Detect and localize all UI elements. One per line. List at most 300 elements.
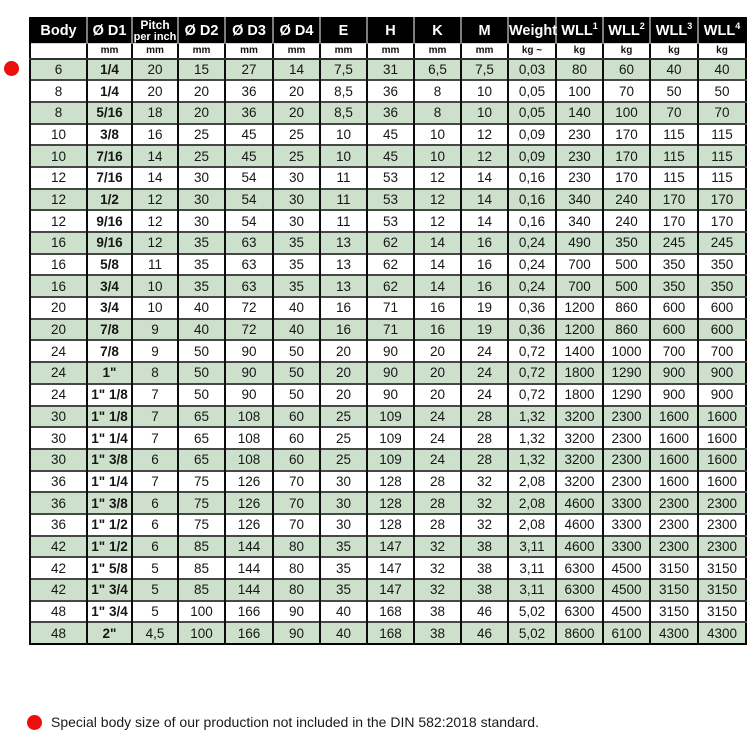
footnote-red-dot-icon — [27, 715, 42, 730]
data-cell: 3200 — [556, 471, 603, 493]
data-cell: 3150 — [650, 579, 698, 601]
data-cell: 1" 3/8 — [87, 492, 132, 514]
data-cell: 108 — [225, 427, 273, 449]
data-cell: 50 — [273, 340, 320, 362]
data-cell: 10 — [132, 297, 178, 319]
data-cell: 42 — [30, 557, 87, 579]
data-cell: 500 — [603, 254, 650, 276]
data-cell: 14 — [414, 275, 461, 297]
data-cell: 2300 — [698, 514, 746, 536]
data-cell: 1/2 — [87, 189, 132, 211]
data-cell: 1600 — [698, 427, 746, 449]
data-cell: 25 — [273, 145, 320, 167]
data-cell: 36 — [225, 80, 273, 102]
data-cell: 245 — [650, 232, 698, 254]
unit-cell-12: kg — [603, 44, 650, 59]
data-cell: 2,08 — [508, 514, 556, 536]
data-cell: 13 — [320, 275, 367, 297]
data-cell: 500 — [603, 275, 650, 297]
data-cell: 40 — [320, 601, 367, 623]
data-cell: 63 — [225, 275, 273, 297]
data-cell: 109 — [367, 406, 414, 428]
table-row-1 — [30, 80, 746, 102]
data-cell: 10 — [320, 145, 367, 167]
data-cell: 25 — [320, 427, 367, 449]
data-cell: 0,36 — [508, 297, 556, 319]
data-cell: 1600 — [698, 406, 746, 428]
data-cell: 6300 — [556, 579, 603, 601]
data-cell: 115 — [650, 167, 698, 189]
data-cell: 10 — [30, 124, 87, 146]
data-cell: 6,5 — [414, 59, 461, 81]
data-cell: 25 — [320, 449, 367, 471]
data-cell: 16 — [461, 254, 508, 276]
data-cell: 170 — [603, 124, 650, 146]
data-cell: 9/16 — [87, 232, 132, 254]
data-cell: 350 — [650, 275, 698, 297]
data-cell: 25 — [178, 124, 225, 146]
data-cell: 32 — [414, 579, 461, 601]
data-cell: 14 — [273, 59, 320, 81]
data-cell: 700 — [650, 340, 698, 362]
data-cell: 700 — [698, 340, 746, 362]
data-cell: 14 — [461, 189, 508, 211]
unit-cell-1: mm — [87, 44, 132, 59]
data-cell: 70 — [698, 102, 746, 124]
data-cell: 2300 — [650, 514, 698, 536]
data-cell: 5/16 — [87, 102, 132, 124]
header-row — [30, 18, 746, 44]
data-cell: 45 — [367, 145, 414, 167]
data-cell: 1600 — [650, 449, 698, 471]
column-header-1: Ø D1 — [87, 18, 132, 44]
data-cell: 32 — [461, 471, 508, 493]
data-cell: 35 — [273, 254, 320, 276]
table-row-10 — [30, 275, 746, 297]
data-cell: 8,5 — [320, 80, 367, 102]
data-cell: 20 — [320, 340, 367, 362]
data-cell: 350 — [650, 254, 698, 276]
table-row-3 — [30, 124, 746, 146]
data-cell: 7/8 — [87, 340, 132, 362]
data-cell: 8 — [30, 102, 87, 124]
data-cell: 72 — [225, 319, 273, 341]
column-header-3: Ø D2 — [178, 18, 225, 44]
data-cell: 1" 5/8 — [87, 557, 132, 579]
data-cell: 24 — [414, 406, 461, 428]
table-row-19 — [30, 471, 746, 493]
data-cell: 1" 1/2 — [87, 536, 132, 558]
data-cell: 12 — [132, 232, 178, 254]
unit-cell-2: mm — [132, 44, 178, 59]
data-cell: 16 — [461, 232, 508, 254]
data-cell: 8600 — [556, 622, 603, 644]
data-cell: 27 — [225, 59, 273, 81]
data-cell: 2300 — [698, 536, 746, 558]
data-cell: 90 — [225, 340, 273, 362]
data-cell: 12 — [414, 189, 461, 211]
table-row-17 — [30, 427, 746, 449]
data-cell: 900 — [698, 362, 746, 384]
data-cell: 13 — [320, 254, 367, 276]
data-cell: 12 — [132, 210, 178, 232]
data-cell: 80 — [556, 59, 603, 81]
data-cell: 1600 — [650, 406, 698, 428]
data-cell: 126 — [225, 471, 273, 493]
data-cell: 1/4 — [87, 80, 132, 102]
data-cell: 11 — [320, 210, 367, 232]
data-cell: 36 — [30, 514, 87, 536]
data-cell: 14 — [461, 167, 508, 189]
data-cell: 16 — [320, 297, 367, 319]
data-cell: 16 — [30, 275, 87, 297]
data-cell: 4600 — [556, 536, 603, 558]
data-cell: 28 — [461, 449, 508, 471]
data-cell: 30 — [273, 189, 320, 211]
data-cell: 90 — [225, 362, 273, 384]
data-cell: 3200 — [556, 449, 603, 471]
table-row-18 — [30, 449, 746, 471]
data-cell: 35 — [320, 536, 367, 558]
data-cell: 2" — [87, 622, 132, 644]
data-cell: 45 — [367, 124, 414, 146]
data-cell: 115 — [698, 167, 746, 189]
column-header-8: K — [414, 18, 461, 44]
column-header-11: WLL$^1$ — [556, 18, 603, 44]
table-row-20 — [30, 492, 746, 514]
data-cell: 4500 — [603, 601, 650, 623]
table-header — [30, 18, 746, 59]
data-cell: 147 — [367, 579, 414, 601]
data-cell: 75 — [178, 492, 225, 514]
data-cell: 65 — [178, 406, 225, 428]
data-cell: 350 — [698, 275, 746, 297]
data-cell: 1" — [87, 362, 132, 384]
data-cell: 0,24 — [508, 232, 556, 254]
unit-cell-13: kg — [650, 44, 698, 59]
data-cell: 3/4 — [87, 275, 132, 297]
data-cell: 350 — [698, 254, 746, 276]
data-cell: 0,72 — [508, 384, 556, 406]
data-cell: 12 — [461, 145, 508, 167]
data-cell: 36 — [225, 102, 273, 124]
data-cell: 50 — [273, 362, 320, 384]
data-cell: 70 — [650, 102, 698, 124]
data-cell: 60 — [273, 427, 320, 449]
data-cell: 0,24 — [508, 275, 556, 297]
data-cell: 0,36 — [508, 319, 556, 341]
data-cell: 1000 — [603, 340, 650, 362]
data-cell: 147 — [367, 557, 414, 579]
data-cell: 4600 — [556, 514, 603, 536]
data-cell: 1" 1/4 — [87, 427, 132, 449]
data-cell: 600 — [698, 319, 746, 341]
table-row-0 — [30, 59, 746, 81]
data-cell: 63 — [225, 232, 273, 254]
data-cell: 85 — [178, 579, 225, 601]
data-cell: 62 — [367, 275, 414, 297]
data-cell: 13 — [320, 232, 367, 254]
data-cell: 115 — [698, 145, 746, 167]
data-cell: 8 — [414, 102, 461, 124]
data-cell: 0,72 — [508, 362, 556, 384]
data-cell: 700 — [556, 275, 603, 297]
data-cell: 72 — [225, 297, 273, 319]
data-cell: 32 — [414, 536, 461, 558]
data-cell: 340 — [556, 189, 603, 211]
data-cell: 230 — [556, 145, 603, 167]
data-cell: 90 — [225, 384, 273, 406]
data-cell: 36 — [30, 492, 87, 514]
data-cell: 35 — [320, 579, 367, 601]
data-cell: 600 — [698, 297, 746, 319]
data-cell: 38 — [461, 536, 508, 558]
data-cell: 147 — [367, 536, 414, 558]
data-cell: 7/16 — [87, 145, 132, 167]
data-cell: 3200 — [556, 406, 603, 428]
column-header-13: WLL$^3$ — [650, 18, 698, 44]
data-cell: 16 — [461, 275, 508, 297]
data-cell: 75 — [178, 514, 225, 536]
data-cell: 24 — [461, 384, 508, 406]
data-cell: 54 — [225, 189, 273, 211]
table-row-5 — [30, 167, 746, 189]
data-cell: 0,24 — [508, 254, 556, 276]
data-cell: 20 — [320, 362, 367, 384]
data-cell: 53 — [367, 210, 414, 232]
data-cell: 20 — [414, 384, 461, 406]
data-cell: 1290 — [603, 362, 650, 384]
data-cell: 5 — [132, 601, 178, 623]
table-row-16 — [30, 406, 746, 428]
data-cell: 700 — [556, 254, 603, 276]
data-cell: 2,08 — [508, 492, 556, 514]
data-cell: 16 — [414, 297, 461, 319]
data-cell: 40 — [273, 297, 320, 319]
data-cell: 5 — [132, 579, 178, 601]
data-cell: 14 — [414, 232, 461, 254]
data-cell: 62 — [367, 232, 414, 254]
data-cell: 6 — [132, 492, 178, 514]
data-cell: 10 — [414, 145, 461, 167]
data-cell: 60 — [273, 449, 320, 471]
unit-cell-14: kg — [698, 44, 746, 59]
data-cell: 30 — [30, 449, 87, 471]
data-cell: 600 — [650, 319, 698, 341]
data-cell: 900 — [650, 362, 698, 384]
column-header-2: Pitch per inch — [133, 18, 177, 43]
unit-cell-5: mm — [273, 44, 320, 59]
data-cell: 4500 — [603, 557, 650, 579]
data-cell: 60 — [273, 406, 320, 428]
data-cell: 19 — [461, 319, 508, 341]
unit-cell-7: mm — [367, 44, 414, 59]
data-cell: 40 — [650, 59, 698, 81]
data-cell: 30 — [178, 210, 225, 232]
data-cell: 144 — [225, 579, 273, 601]
data-cell: 144 — [225, 536, 273, 558]
column-header-12: WLL$^2$ — [603, 18, 650, 44]
table-row-4 — [30, 145, 746, 167]
data-cell: 1" 1/4 — [87, 471, 132, 493]
data-cell: 90 — [367, 340, 414, 362]
data-cell: 4300 — [650, 622, 698, 644]
units-row — [30, 44, 746, 59]
column-header-14: WLL$^4$ — [698, 18, 746, 44]
data-cell: 2300 — [698, 492, 746, 514]
data-cell: 14 — [132, 167, 178, 189]
table-row-7 — [30, 210, 746, 232]
data-cell: 170 — [698, 210, 746, 232]
data-cell: 12 — [132, 189, 178, 211]
data-cell: 65 — [178, 449, 225, 471]
data-cell: 38 — [414, 622, 461, 644]
data-cell: 109 — [367, 427, 414, 449]
data-cell: 4300 — [698, 622, 746, 644]
data-cell: 50 — [178, 384, 225, 406]
data-cell: 1/4 — [87, 59, 132, 81]
data-cell: 2,08 — [508, 471, 556, 493]
data-cell: 20 — [132, 59, 178, 81]
data-cell: 115 — [650, 145, 698, 167]
table-row-2 — [30, 102, 746, 124]
data-cell: 25 — [178, 145, 225, 167]
data-cell: 1600 — [650, 427, 698, 449]
data-cell: 80 — [273, 579, 320, 601]
unit-cell-11: kg — [556, 44, 603, 59]
table-row-8 — [30, 232, 746, 254]
data-cell: 900 — [650, 384, 698, 406]
data-cell: 240 — [603, 210, 650, 232]
data-cell: 8 — [132, 362, 178, 384]
data-cell: 2300 — [603, 406, 650, 428]
data-cell: 20 — [414, 340, 461, 362]
data-cell: 168 — [367, 622, 414, 644]
data-cell: 12 — [461, 124, 508, 146]
unit-cell-9: mm — [461, 44, 508, 59]
column-header-7: H — [367, 18, 414, 44]
data-cell: 25 — [320, 406, 367, 428]
column-header-10: Weight — [508, 18, 556, 44]
data-cell: 9/16 — [87, 210, 132, 232]
data-cell: 3150 — [698, 557, 746, 579]
data-cell: 50 — [698, 80, 746, 102]
data-cell: 28 — [414, 514, 461, 536]
unit-cell-0 — [30, 44, 87, 59]
data-cell: 3/8 — [87, 124, 132, 146]
unit-cell-8: mm — [414, 44, 461, 59]
data-cell: 50 — [178, 362, 225, 384]
data-cell: 10 — [320, 124, 367, 146]
data-cell: 7 — [132, 427, 178, 449]
data-cell: 28 — [414, 471, 461, 493]
data-cell: 54 — [225, 167, 273, 189]
spec-table — [29, 17, 747, 645]
data-cell: 350 — [603, 232, 650, 254]
data-cell: 70 — [603, 80, 650, 102]
data-cell: 38 — [414, 601, 461, 623]
data-cell: 24 — [30, 384, 87, 406]
data-cell: 1200 — [556, 297, 603, 319]
data-cell: 35 — [178, 232, 225, 254]
data-cell: 168 — [367, 601, 414, 623]
data-cell: 3,11 — [508, 536, 556, 558]
data-cell: 4,5 — [132, 622, 178, 644]
data-cell: 1600 — [698, 471, 746, 493]
data-cell: 126 — [225, 514, 273, 536]
data-cell: 166 — [225, 601, 273, 623]
data-cell: 6 — [132, 449, 178, 471]
data-cell: 1600 — [698, 449, 746, 471]
data-cell: 128 — [367, 471, 414, 493]
data-cell: 3150 — [650, 601, 698, 623]
data-cell: 7,5 — [461, 59, 508, 81]
data-cell: 70 — [273, 514, 320, 536]
data-cell: 30 — [320, 471, 367, 493]
data-cell: 48 — [30, 601, 87, 623]
data-cell: 245 — [698, 232, 746, 254]
data-cell: 16 — [30, 232, 87, 254]
data-cell: 8,5 — [320, 102, 367, 124]
data-cell: 1" 3/8 — [87, 449, 132, 471]
data-cell: 30 — [178, 167, 225, 189]
data-cell: 2300 — [650, 492, 698, 514]
data-cell: 0,16 — [508, 167, 556, 189]
data-cell: 6 — [30, 59, 87, 81]
data-cell: 80 — [273, 557, 320, 579]
data-cell: 3300 — [603, 536, 650, 558]
data-cell: 10 — [461, 80, 508, 102]
data-cell: 0,05 — [508, 80, 556, 102]
data-cell: 5 — [132, 557, 178, 579]
data-cell: 45 — [225, 124, 273, 146]
table-row-11 — [30, 297, 746, 319]
unit-cell-10: kg ~ — [508, 44, 556, 59]
table-row-23 — [30, 557, 746, 579]
data-cell: 1" 1/8 — [87, 406, 132, 428]
data-cell: 860 — [603, 297, 650, 319]
data-cell: 14 — [461, 210, 508, 232]
data-cell: 9 — [132, 340, 178, 362]
data-cell: 0,05 — [508, 102, 556, 124]
data-cell: 18 — [132, 102, 178, 124]
data-cell: 45 — [225, 145, 273, 167]
data-cell: 30 — [30, 406, 87, 428]
data-cell: 24 — [414, 427, 461, 449]
data-cell: 38 — [461, 579, 508, 601]
data-cell: 230 — [556, 167, 603, 189]
data-cell: 12 — [30, 189, 87, 211]
data-cell: 30 — [320, 492, 367, 514]
data-cell: 108 — [225, 406, 273, 428]
data-cell: 32 — [461, 492, 508, 514]
table-row-25 — [30, 601, 746, 623]
table-row-21 — [30, 514, 746, 536]
data-cell: 6300 — [556, 601, 603, 623]
data-cell: 0,16 — [508, 189, 556, 211]
data-cell: 53 — [367, 189, 414, 211]
data-cell: 6 — [132, 536, 178, 558]
data-cell: 85 — [178, 557, 225, 579]
data-cell: 15 — [178, 59, 225, 81]
data-cell: 6300 — [556, 557, 603, 579]
data-cell: 144 — [225, 557, 273, 579]
data-cell: 16 — [30, 254, 87, 276]
data-cell: 40 — [698, 59, 746, 81]
data-cell: 65 — [178, 427, 225, 449]
data-cell: 63 — [225, 254, 273, 276]
data-cell: 240 — [603, 189, 650, 211]
